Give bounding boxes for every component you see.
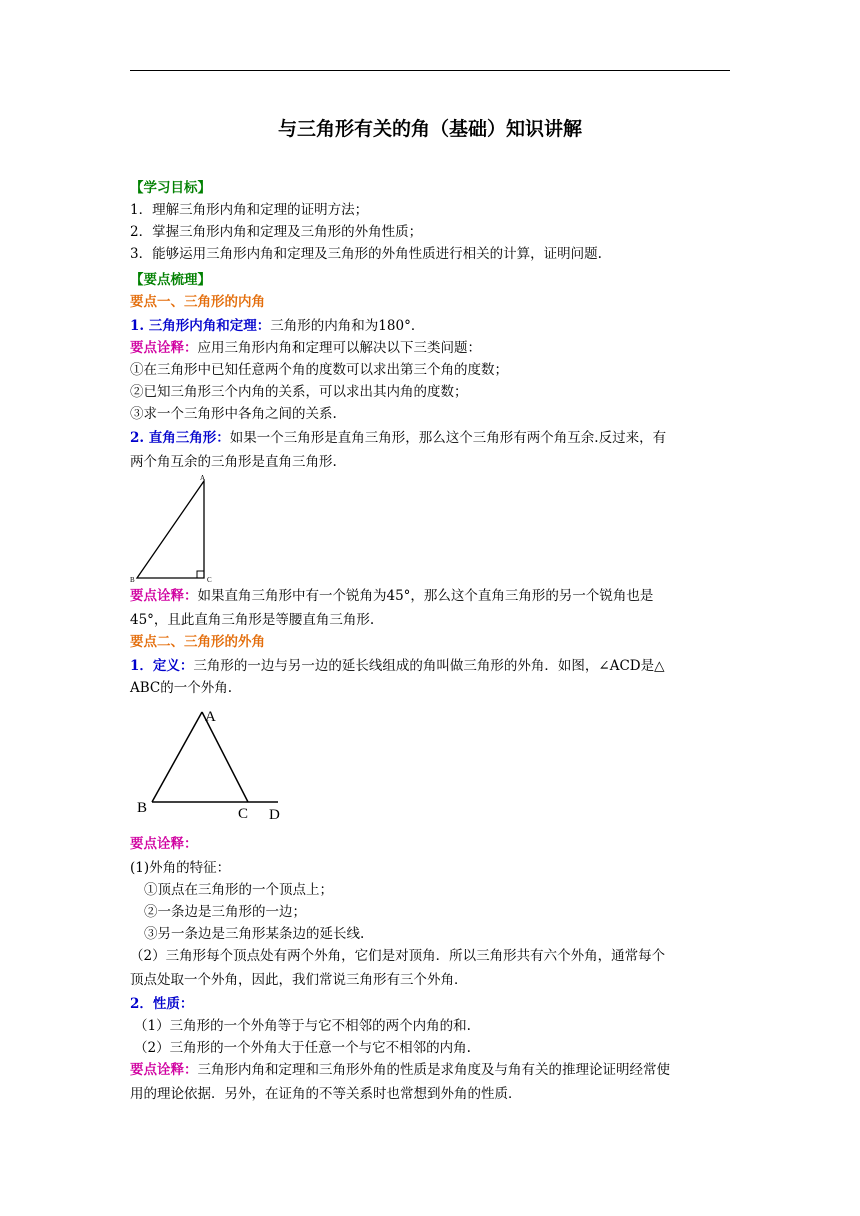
- note-line: [130, 338, 730, 358]
- vertex-c-label: C: [238, 806, 249, 822]
- final-note-text: 三角形内角和定理和三角形外角的性质是求角度及与角有关的推理论证明经常使: [197, 1062, 670, 1078]
- vertex-b-label: B: [137, 800, 148, 816]
- summary-heading: 【要点梳理】: [130, 272, 211, 288]
- vertex-a-label: A: [200, 474, 206, 482]
- feature-item: ②一条边是三角形的一边；: [144, 904, 306, 920]
- header-rule: [130, 70, 730, 71]
- list-item: ②已知三角形三个内角的关系，可以求出其内角的度数；: [130, 384, 468, 400]
- note-label: 要点诠释：: [130, 340, 198, 356]
- definition-text: 三角形的一边与另一边的延长线组成的角叫做三角形的外角．如图，∠ACD是△: [193, 658, 665, 674]
- objectives-heading: 【学习目标】: [130, 180, 211, 196]
- note2-text: 如果直角三角形中有一个锐角为45°，那么这个直角三角形的另一个锐角也是: [197, 588, 654, 604]
- feature-item: ①顶点在三角形的一个顶点上；: [144, 882, 333, 898]
- definition-text-2: ABC的一个外角.: [130, 680, 233, 696]
- note2-line: [130, 586, 730, 606]
- theorem-line: [130, 316, 730, 336]
- theorem-label: 1. 三角形内角和定理：: [130, 318, 271, 334]
- list-item: ③求一个三角形中各角之间的关系.: [130, 406, 337, 422]
- definition-line: [130, 656, 730, 676]
- point2-heading: 要点二、三角形的外角: [130, 634, 265, 650]
- exterior-count-text: （2）三角形每个顶点处有两个外角，它们是对顶角．所以三角形共有六个外角，通常每个: [130, 948, 666, 964]
- note2-label: 要点诠释：: [130, 588, 198, 604]
- note2-text-2: 45°，且此直角三角形是等腰直角三角形.: [130, 612, 375, 628]
- right-triangle-line: [130, 428, 730, 448]
- vertex-a-label: A: [205, 709, 216, 725]
- list-item: ①在三角形中已知任意两个角的度数可以求出第三个角的度数；: [130, 362, 508, 378]
- objective-item: 1．理解三角形内角和定理的证明方法；: [130, 202, 369, 218]
- feature-item: ③另一条边是三角形某条边的延长线.: [144, 926, 365, 942]
- objective-item: 3．能够运用三角形内角和定理及三角形的外角性质进行相关的计算，证明问题.: [130, 246, 602, 262]
- final-note-line: [130, 1060, 730, 1080]
- objective-item: 2．掌握三角形内角和定理及三角形的外角性质；: [130, 224, 423, 240]
- exterior-angle-figure: [132, 702, 292, 824]
- vertex-b-label: B: [130, 576, 135, 584]
- definition-label: 1．定义：: [130, 658, 194, 674]
- final-note-text-2: 用的理论依据．另外，在证角的不等关系时也常想到外角的性质．: [130, 1086, 522, 1102]
- property-item: （1）三角形的一个外角等于与它不相邻的两个内角的和.: [134, 1018, 471, 1034]
- right-triangle-text-2: 两个角互余的三角形是直角三角形.: [130, 454, 337, 470]
- property-item: （2）三角形的一个外角大于任意一个与它不相邻的内角.: [134, 1040, 471, 1056]
- theorem-text: 三角形的内角和为180°．: [270, 318, 425, 334]
- final-note-label: 要点诠释：: [130, 1062, 198, 1078]
- right-triangle-text: 如果一个三角形是直角三角形，那么这个三角形有两个角互余.反过来，有: [229, 430, 667, 446]
- right-triangle-label: 2. 直角三角形：: [130, 430, 230, 446]
- property-label: 2．性质：: [130, 996, 194, 1012]
- exterior-count-text-2: 顶点处取一个外角，因此，我们常说三角形有三个外角．: [130, 972, 468, 988]
- point1-heading: 要点一、三角形的内角: [130, 294, 265, 310]
- note-text: 应用三角形内角和定理可以解决以下三类问题：: [197, 340, 481, 356]
- vertex-c-label: C: [207, 576, 212, 584]
- right-triangle-figure: [128, 472, 218, 584]
- page-title: 与三角形有关的角（基础）知识讲解: [277, 118, 582, 140]
- vertex-d-label: D: [269, 807, 280, 823]
- features-heading: (1)外角的特征：: [130, 860, 231, 876]
- note3-label: 要点诠释：: [130, 836, 198, 852]
